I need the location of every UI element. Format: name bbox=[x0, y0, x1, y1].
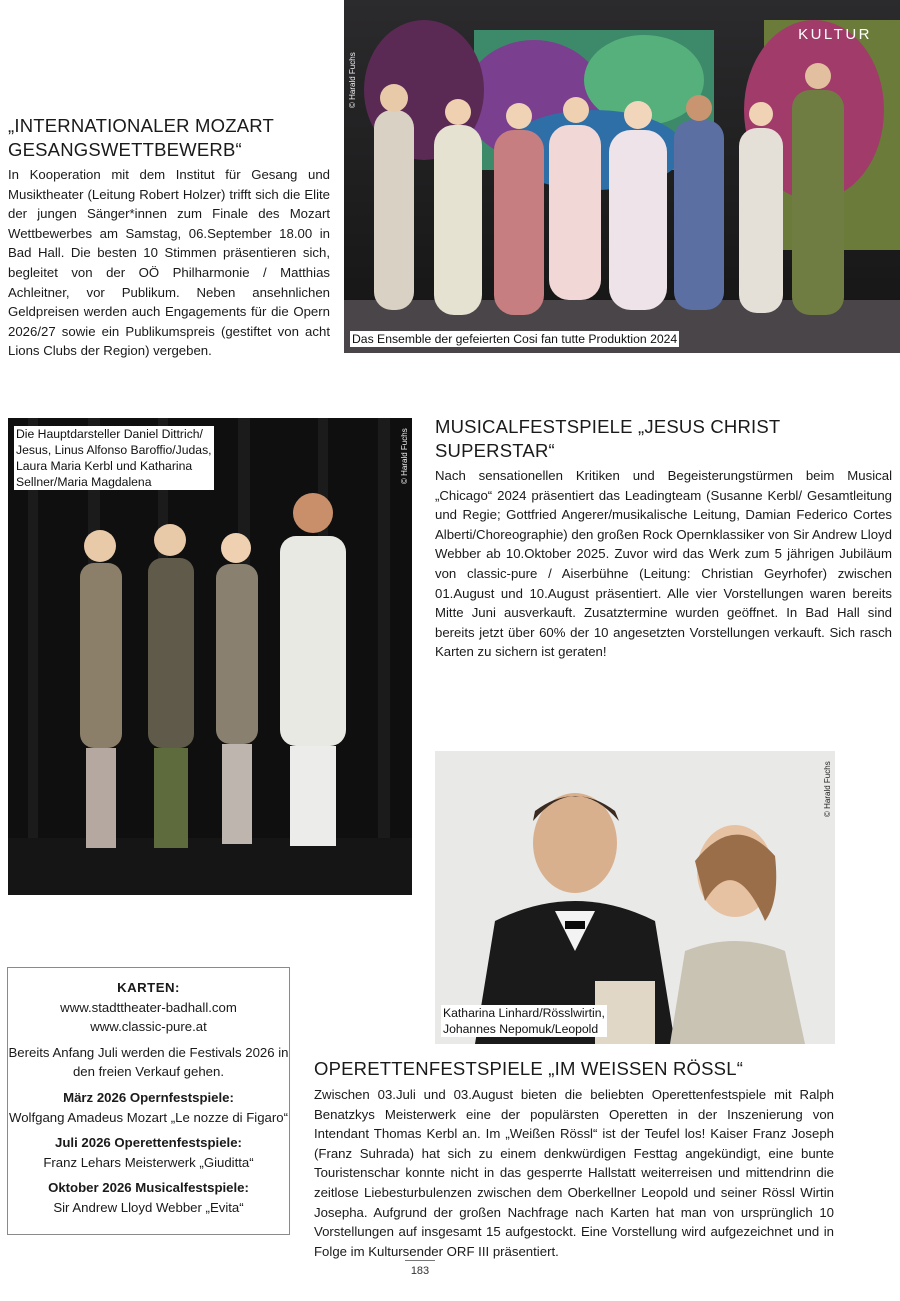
jesus-photo-caption bbox=[14, 426, 214, 490]
section-label: KULTUR bbox=[798, 26, 872, 43]
musical-title bbox=[435, 415, 892, 463]
roessl-caption-line: Johannes Nepomuk/Leopold bbox=[443, 1022, 599, 1036]
jesus-caption-line: Sellner/Maria Magdalena bbox=[16, 475, 152, 489]
jesus-cast-photo bbox=[8, 418, 412, 895]
karten-item-value: Wolfgang Amadeus Mozart „Le nozze di Figaro“ bbox=[8, 1109, 289, 1125]
karten-note: Bereits Anfang Juli werden die Festivals 2026 in den freien Verkauf gehen. bbox=[8, 1044, 289, 1080]
karten-link-stadttheater[interactable]: www.stadttheater-badhall.com bbox=[60, 999, 237, 1015]
karten-box bbox=[7, 967, 290, 1235]
cosi-photo-credit: © Harald Fuchs bbox=[348, 52, 357, 108]
musical-article bbox=[435, 415, 892, 662]
mozart-article bbox=[8, 114, 330, 361]
karten-item-label: Juli 2026 Operettenfestspiele: bbox=[55, 1135, 242, 1151]
musical-title-line2: SUPERSTAR“ bbox=[435, 440, 555, 461]
page-number: 183 bbox=[405, 1260, 435, 1277]
musical-text: Nach sensationellen Kritiken und Begeisterungstürmen beim Musical „Chicago“ 2024 präsentiert das Leadingteam (Susanne Kerbl/ Gesamtleitung und Regie; Gottfried Angerer/musikalische Leitung, Damian Federico Cortes Alberti/Choreographie) den großen Rock Opernklassiker von Sir Andrew Lloyd Webber ab 10.Oktober 2025. Zuvor wird das Werk zum 5 jährigen Jubiläum von classic-pure / Aiserbühne (Leitung: Christian Geyrhofer) zwischen 01.August und 10.August präsentiert. Alle vier Vorstellungen waren bereits Mitte Juni ausverkauft. Zusatztermine wurden geöffnet. In Bad Hall sind bereits jetzt über 60% der 10 angesetzten Vorstellungen verkauft. Sich rasch Karten zu sichern ist geraten! bbox=[435, 468, 892, 660]
operette-article bbox=[314, 1057, 834, 1261]
jesus-caption-line: Die Hauptdarsteller Daniel Dittrich/ bbox=[16, 427, 203, 441]
mozart-title-line2: GESANGSWETTBEWERB“ bbox=[8, 139, 242, 160]
operette-text: Zwischen 03.Juli und 03.August bieten die beliebten Operettenfestspiele mit Ralph Benatzkys Meisterwerk eine der populärsten Operetten in der Inszenierung von Intendant Thomas Kerbl an. Im „Weißen Rössl“ ist der Teufel los! Kaiser Franz Joseph (Franz Suhrada) hat sich zu einem denkwürdigen Festtag angekündigt, eine bunte Touristenschar konnte nicht in das gesperrte Hallstatt weiterreisen und mittendrinn die zeitlose Liebesturbulenzen zwischen dem Oberkellner Leopold und seiner Rössl Wirtin Josepha. Aufgrund der großen Nachfrage nach Karten hat man von ursprünglich 10 Vorstellungen auf insgesamt 15 aufgestockt. Eine Vorstellung wird aufgezeichnet und in Folge im Kultursender ORF III präsentiert. bbox=[314, 1087, 834, 1259]
karten-item-value: Franz Lehars Meisterwerk „Giuditta“ bbox=[43, 1154, 254, 1170]
karten-link-classic-pure[interactable]: www.classic-pure.at bbox=[90, 1019, 207, 1035]
mozart-text: In Kooperation mit dem Institut für Gesang und Musiktheater (Leitung Robert Holzer) trifft sich die Elite der jungen Sänger*innen zum Finale des Mozart Wettbewerbes am Samstag, 06.September 18.00 in Bad Hall. Die besten 10 Stimmen präsentieren sich, begleitet von der OÖ Philharmonie / Matthias Achleitner, vor Publikum. Neben ansehnlichen Geldpreisen werden auch Engagements für die Opern 2026/27 sowie ein Publikumspreis (gestiftet von acht Lions Clubs der Region) vergeben. bbox=[8, 167, 330, 359]
roessl-caption-line: Katharina Linhard/Rösslwirtin, bbox=[443, 1006, 605, 1020]
roessl-photo bbox=[435, 751, 835, 1044]
roessl-photo-credit: © Harald Fuchs bbox=[823, 761, 832, 817]
karten-item-label: Oktober 2026 Musicalfestspiele: bbox=[48, 1180, 249, 1196]
jesus-photo-credit: © Harald Fuchs bbox=[400, 428, 409, 484]
mozart-title-line1: „INTERNATIONALER MOZART bbox=[8, 115, 275, 136]
cosi-photo-caption: Das Ensemble der gefeierten Cosi fan tutte Produktion 2024 bbox=[352, 332, 678, 346]
mozart-title bbox=[8, 114, 330, 162]
roessl-photo-caption bbox=[441, 1005, 607, 1037]
karten-heading: KARTEN: bbox=[117, 980, 180, 995]
jesus-caption-line: Jesus, Linus Alfonso Baroffio/Judas, bbox=[16, 443, 212, 457]
musical-title-line1: MUSICALFESTSPIELE „JESUS CHRIST bbox=[435, 416, 781, 437]
karten-item-label: März 2026 Opernfestspiele: bbox=[63, 1089, 234, 1105]
jesus-caption-line: Laura Maria Kerbl und Katharina bbox=[16, 459, 193, 473]
karten-item-value: Sir Andrew Lloyd Webber „Evita“ bbox=[53, 1199, 244, 1215]
cosi-ensemble-photo bbox=[344, 0, 900, 353]
operette-title: OPERETTENFESTSPIELE „IM WEISSEN RÖSSL“ bbox=[314, 1058, 744, 1079]
